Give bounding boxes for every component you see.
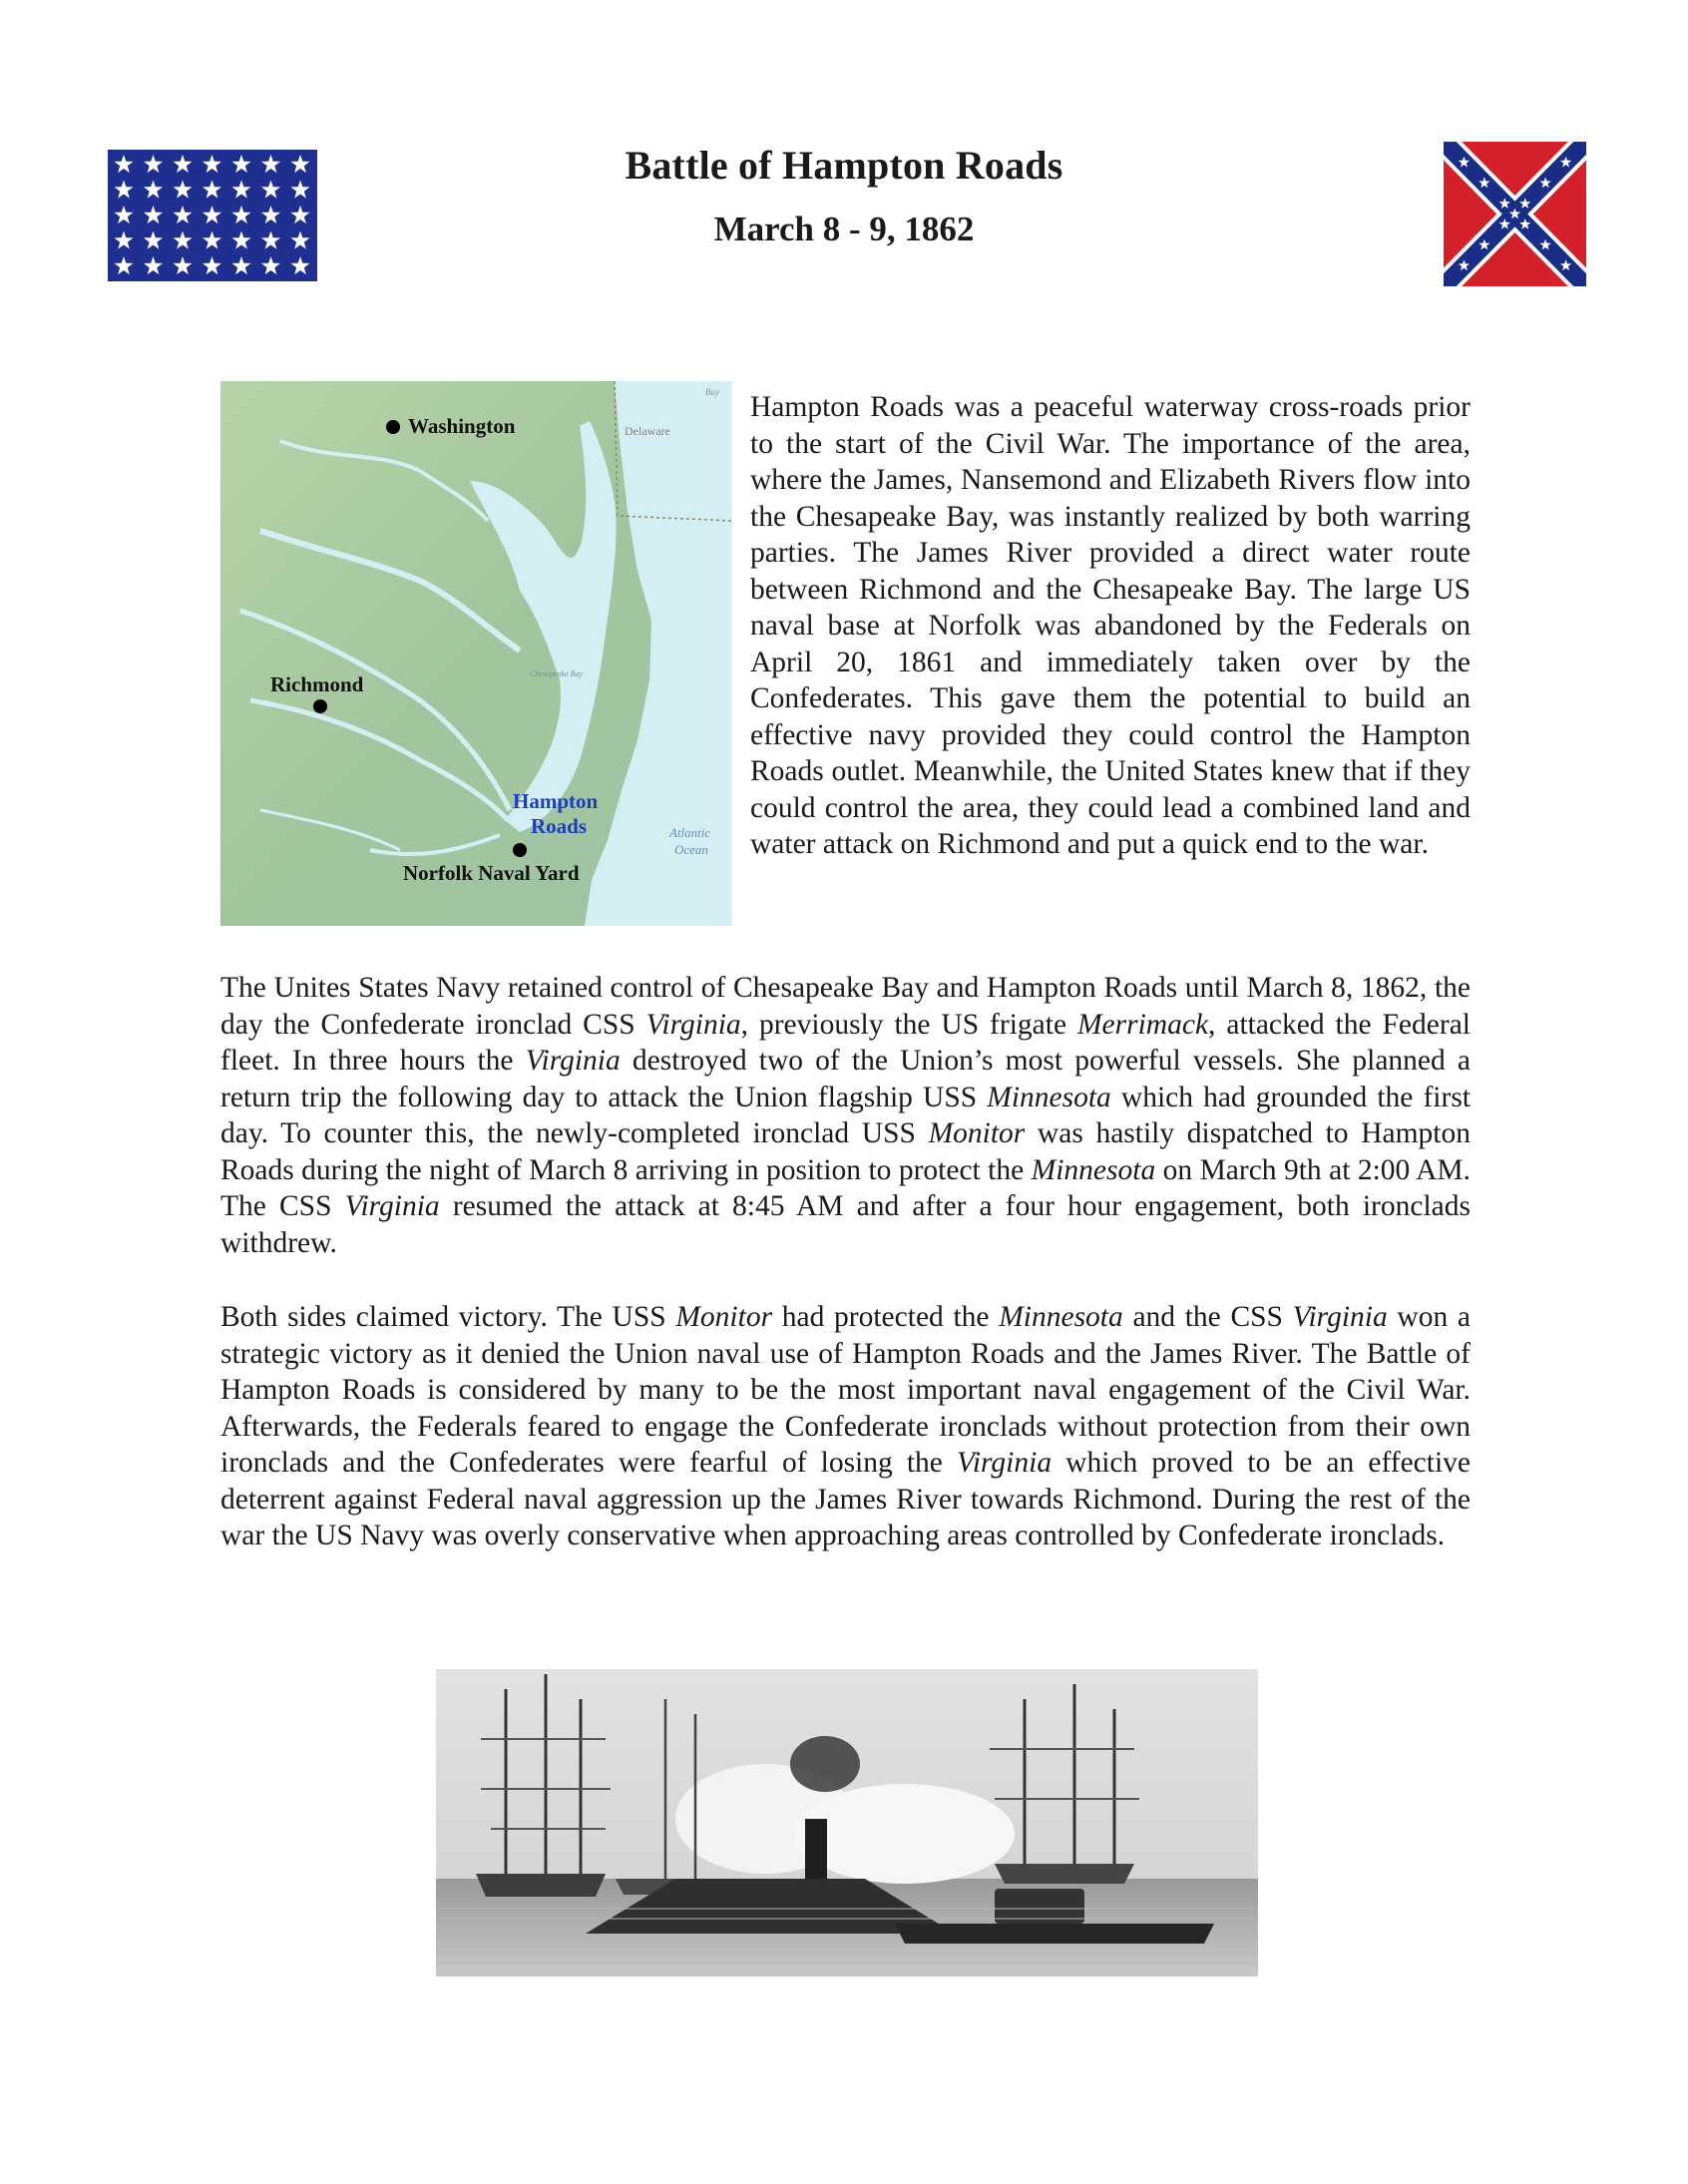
washington-dot xyxy=(386,420,400,434)
text-run: had protected the xyxy=(772,1301,1000,1333)
chesapeake-map xyxy=(220,381,732,926)
italic-ship-name: Virginia xyxy=(1292,1301,1388,1333)
richmond-dot xyxy=(313,699,327,713)
intro-paragraph xyxy=(750,389,1471,863)
italic-ship-name: Merrimack xyxy=(1076,1008,1209,1041)
text-run: , previously the US frigate xyxy=(740,1008,1077,1041)
map-label-norfolk: Norfolk Naval Yard xyxy=(403,861,580,885)
italic-ship-name: Virginia xyxy=(344,1190,440,1222)
italic-ship-name: Virginia xyxy=(957,1447,1053,1479)
text-run: on March 9th at 2:00 AM. The CSS xyxy=(220,1153,1471,1222)
naval-battle-engraving-icon xyxy=(436,1669,1258,1976)
text-run: , attacked the Federal fleet. In three hours the xyxy=(220,1008,1471,1077)
italic-ship-name: Minnesota xyxy=(1031,1153,1156,1186)
italic-ship-name: Minnesota xyxy=(987,1081,1111,1113)
battle-paragraph xyxy=(220,970,1471,1261)
outcome-paragraph xyxy=(220,1299,1471,1554)
text-run: destroyed two of the Union’s most powerful vessels. She planned a return trip the following day to attack the Union flagship USS xyxy=(220,1045,1472,1113)
italic-ship-name: Minnesota xyxy=(999,1301,1123,1333)
map-label-ocean: Ocean xyxy=(674,842,708,857)
text-run: Hampton Roads was a peaceful waterway cross-roads prior to the start of the Civil War. The importance of the area, where the James, Nansemond and Elizabeth Rivers flow into the Chesapeake Bay, was instantly realized by both warring parties. The James River provided a direct water route between Richmond and the Chesapeake Bay. The large US naval base at Norfolk was abandoned by the Federals on April 20, 1861 and immediately taken over by the Confederates. This gave them the potential to build an effective navy provided they could control the Hampton Roads outlet. Meanwhile, the United States knew that if they could control the area, they could lead a combined land and water attack on Richmond and put a quick end to the war. xyxy=(750,391,1471,860)
italic-ship-name: Monitor xyxy=(928,1117,1026,1149)
text-run: won a strategic victory as it denied the Union naval use of Hampton Roads and the James River. The Battle of Hampton Roads is considered by many to be the most important naval engagement of the Civil War. Afterwards, the Federals feared to engage the Confederate ironclads without protection from their own ironclads and the Confederates were fearful of losing the xyxy=(220,1301,1471,1479)
text-run: which proved to be an effective deterrent against Federal naval aggression up the James River towards Richmond. During the rest of the war the US Navy was overly conservative when approaching areas controlled by Confederate ironclads. xyxy=(220,1447,1471,1551)
map-label-delaware: Delaware xyxy=(625,424,670,438)
page-subtitle: March 8 - 9, 1862 xyxy=(713,210,975,248)
text-run: was hastily dispatched to Hampton Roads during the night of March 8 arriving in position to protect the xyxy=(220,1117,1471,1186)
map-label-hampton: Hampton xyxy=(513,789,599,813)
italic-ship-name: Monitor xyxy=(675,1301,773,1333)
norfolk-dot xyxy=(513,843,527,857)
map-label-roads: Roads xyxy=(531,814,588,838)
map-label-richmond: Richmond xyxy=(270,672,364,696)
text-run: and the CSS xyxy=(1122,1301,1293,1333)
map-label-chesapeake: Chesapeake Bay xyxy=(530,669,584,678)
map-label-bay-corner: Bay xyxy=(705,387,719,397)
map-label-atlantic: Atlantic xyxy=(669,825,711,840)
confederate-battle-flag-icon xyxy=(1444,142,1586,286)
italic-ship-name: Virginia xyxy=(645,1008,741,1041)
italic-ship-name: Virginia xyxy=(525,1045,621,1077)
text-run: resumed the attack at 8:45 AM and after a four hour engagement, both ironclads withdrew. xyxy=(220,1190,1471,1259)
page-title: Battle of Hampton Roads xyxy=(625,143,1063,188)
text-run: The Unites States Navy retained control of Chesapeake Bay and Hampton Roads until March 8, 1862, the day the Confederate ironclad CSS xyxy=(220,972,1471,1041)
text-run: which had grounded the first day. To counter this, the newly-completed ironclad USS xyxy=(220,1081,1471,1149)
text-run: Both sides claimed victory. The USS xyxy=(220,1301,676,1333)
map-label-washington: Washington xyxy=(408,414,516,438)
